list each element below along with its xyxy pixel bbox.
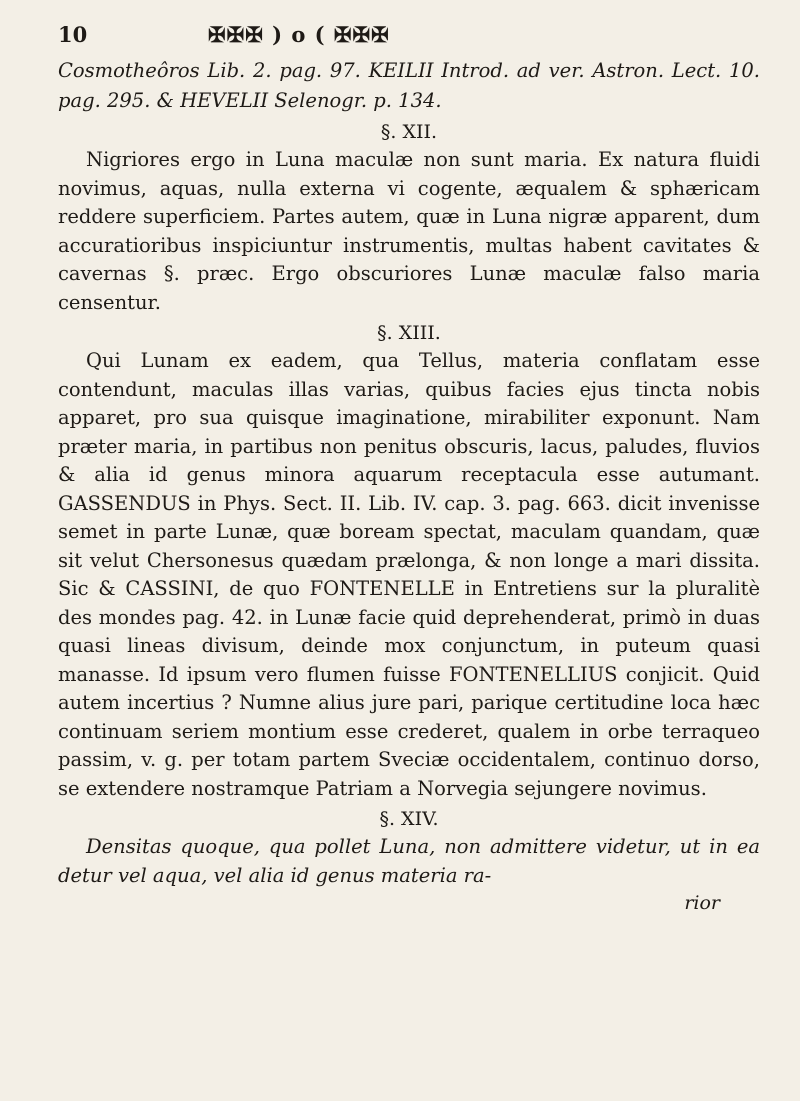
section-heading: §. XIV.: [379, 808, 439, 830]
running-head: ✠✠✠ ) o ( ✠✠✠: [208, 22, 390, 47]
catchword: rior: [684, 892, 720, 914]
page-number: 10: [58, 22, 88, 47]
section-heading: §. XIII.: [377, 322, 441, 344]
section-paragraph: Nigriores ergo in Luna maculæ non sunt maria. Ex natura fluidi novimus, aquas, nulla externa vi cogente, æqualem & sphæricam reddere superficiem. Partes autem, quæ in Luna nigræ apparent, dum accuratioribus inspiciuntur instrumentis, multas habent cavitates & cavernas §. præc. Ergo obscuriores Lunæ maculæ falso maria censentur.: [58, 148, 760, 314]
reference-note: Cosmotheôros Lib. 2. pag. 97. KEILII Introd. ad ver. Astron. Lect. 10. pag. 295. & HEVELII Selenogr. p. 134.: [58, 59, 760, 112]
section-paragraph: Densitas quoque, qua pollet Luna, non admittere videtur, ut in ea detur vel aqua, vel alia id genus materia ra-: [58, 835, 760, 887]
section-paragraph: Qui Lunam ex eadem, qua Tellus, materia conflatam esse contendunt, maculas illas varias, quibus facies ejus tincta nobis apparet, pro sua quisque imaginatione, mirabiliter exponunt. Nam præter maria, in partibus non penitus obscuris, lacus, paludes, fluvios & alia id genus minora aquarum receptacula esse autumant. GASSENDUS in Phys. Sect. II. Lib. IV. cap. 3. pag. 663. dicit invenisse semet in parte Lunæ, quæ boream spectat, maculam quandam, quæ sit velut Chersonesus quædam prælonga, & non longe a mari dissita. Sic & CASSINI, de quo FONTENELLE in Entretiens sur la pluralitè des mondes pag. 42. in Lunæ facie quid deprehenderat, primò in duas quasi lineas divisum, deinde mox conjunctum, in puteum quasi manasse. Id ipsum vero flumen fuisse FONTENELLIUS conjicit. Quid autem incertius ? Numne alius jure pari, parique certitudine loca hæc continuam seriem montium esse crederet, qualem in orbe terraqueo passim, v. g. per totam partem Sveciæ occidentalem, continuo dorso, se extendere nostramque Patriam a Norvegia sejungere novimus.: [58, 349, 760, 800]
page-header: [58, 22, 760, 56]
section-heading: §. XII.: [380, 121, 438, 143]
